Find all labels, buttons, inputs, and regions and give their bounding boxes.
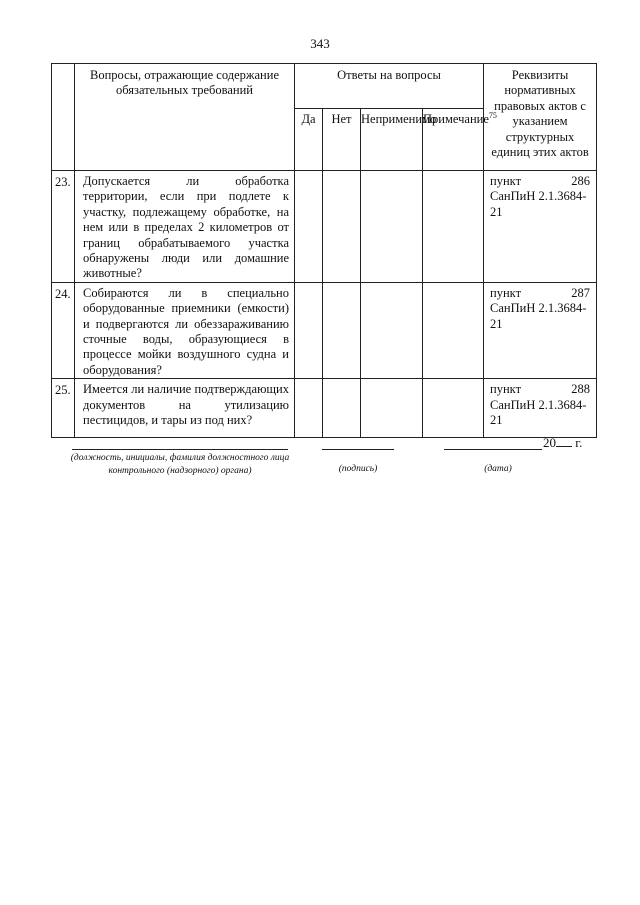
row-question: Собираются ли в специально оборудованные приемники (емкости) и подвергаются ли обеззараживанию сточные воды, образующиеся в процессе мойки воздушного судна и оборудования? xyxy=(75,282,295,378)
checklist-table xyxy=(51,63,597,438)
date-year-abbrev: г. xyxy=(575,435,583,450)
header-questions: Вопросы, отражающие содержание обязательных требований xyxy=(75,64,295,171)
requisite-number: 287 xyxy=(571,285,591,300)
answer-yes-cell[interactable] xyxy=(295,379,323,438)
answer-yes-cell[interactable] xyxy=(295,282,323,378)
header-not-applicable: Неприменимо xyxy=(361,109,423,171)
signature-line[interactable] xyxy=(322,449,394,450)
header-answers: Ответы на вопросы xyxy=(295,64,484,109)
row-requisite xyxy=(484,171,597,283)
row-requisite xyxy=(484,379,597,438)
row-question: Имеется ли наличие подтверждающих документов на утилизацию пестицидов, и тары из под них? xyxy=(75,379,295,438)
answer-no-cell[interactable] xyxy=(323,379,361,438)
requisite-number: 288 xyxy=(571,382,591,397)
answer-na-cell[interactable] xyxy=(361,282,423,378)
header-requisites: Реквизиты нормативных правовых актов с указанием структурных единиц этих актов xyxy=(484,64,597,171)
row-requisite xyxy=(484,282,597,378)
header-num-cell xyxy=(52,64,75,171)
header-note xyxy=(423,109,497,171)
table-row xyxy=(52,171,597,283)
row-number: 25. xyxy=(52,379,75,438)
header-note-footnote: 75 xyxy=(488,110,497,120)
header-row xyxy=(52,64,597,109)
answer-no-cell[interactable] xyxy=(323,282,361,378)
answer-note-cell[interactable] xyxy=(423,379,484,438)
date-line[interactable] xyxy=(444,449,542,450)
page-number: 343 xyxy=(310,36,330,51)
signature-caption: (подпись) xyxy=(338,464,378,474)
requisite-number: 286 xyxy=(571,174,591,188)
requisite-document: СанПиН 2.1.3684-21 xyxy=(490,189,587,219)
position-signature-line[interactable] xyxy=(72,449,288,450)
requisite-document: СанПиН 2.1.3684-21 xyxy=(490,301,587,331)
date-caption: (дата) xyxy=(484,464,512,474)
answer-yes-cell[interactable] xyxy=(295,171,323,283)
row-number: 23. xyxy=(52,171,75,283)
requisite-item: пункт xyxy=(490,174,522,188)
answer-na-cell[interactable] xyxy=(361,379,423,438)
requisite-document: СанПиН 2.1.3684-21 xyxy=(490,397,587,428)
requisite-item: пункт xyxy=(490,285,522,300)
position-caption: (должность, инициалы, фамилия должностного лица контрольного (надзорного) органа) xyxy=(70,453,290,476)
row-number: 24. xyxy=(52,282,75,378)
table-row xyxy=(52,379,597,438)
row-question: Допускается ли обработка территории, если при подлете к участку, подлежащему обработке, на нем или в пределах 2 километров от границ обрабатываемого участка обнаружены люди или домашние животные? xyxy=(75,171,295,283)
answer-no-cell[interactable] xyxy=(323,171,361,283)
requisite-item: пункт xyxy=(490,382,522,397)
answer-na-cell[interactable] xyxy=(361,171,423,283)
table-row xyxy=(52,282,597,378)
header-note-label: Примечание xyxy=(423,112,489,126)
answer-note-cell[interactable] xyxy=(423,171,484,283)
date-year-prefix: 20 xyxy=(543,435,556,450)
header-no: Нет xyxy=(323,109,361,171)
answer-note-cell[interactable] xyxy=(423,282,484,378)
header-yes: Да xyxy=(295,109,323,171)
